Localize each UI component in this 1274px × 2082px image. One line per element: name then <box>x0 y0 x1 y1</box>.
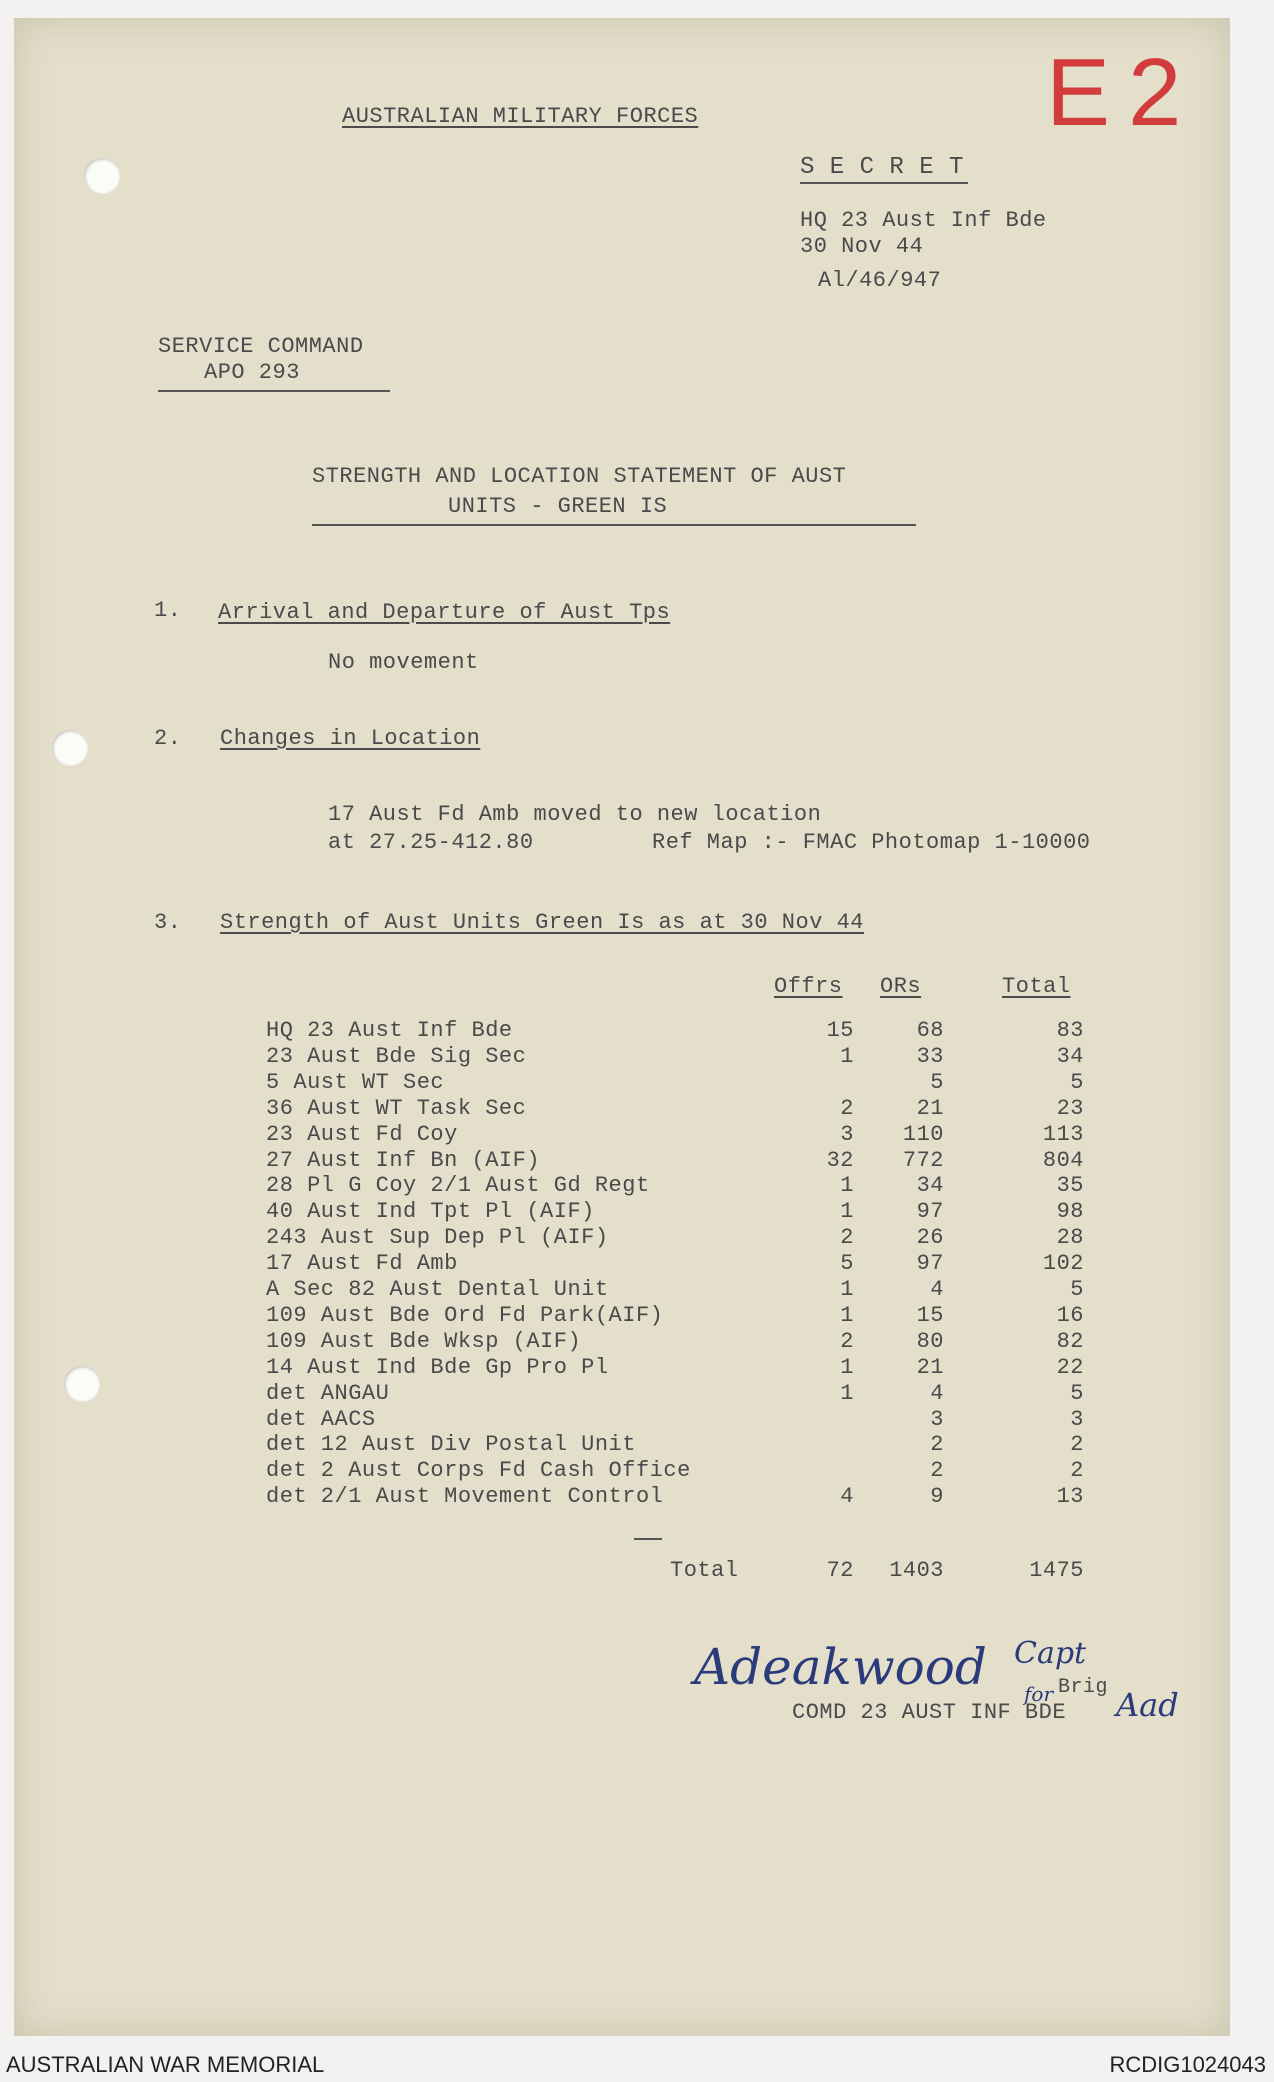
signatory-title: COMD 23 AUST INF BDE <box>792 1700 1067 1725</box>
section-number: 3. <box>154 910 182 935</box>
offrs-value: 1 <box>840 1199 854 1225</box>
offrs-value: 5 <box>840 1251 854 1277</box>
signature-rank: Capt <box>1014 1636 1087 1671</box>
signature: Adeakwood <box>694 1638 987 1696</box>
section-heading: Strength of Aust Units Green Is as at 30 Nov 44 <box>220 910 865 935</box>
title-line2: UNITS - GREEN IS <box>448 494 668 519</box>
ors-value: 33 <box>916 1043 944 1069</box>
offrs-value: 3 <box>840 1121 854 1147</box>
date: 30 Nov 44 <box>800 234 924 259</box>
total-total: 1475 <box>1029 1558 1084 1583</box>
reference-number: Al/46/947 <box>818 268 942 293</box>
table-row <box>14 1173 1230 1199</box>
table-row <box>14 1199 1230 1225</box>
total-value: 82 <box>1056 1328 1084 1354</box>
table-row <box>14 1355 1230 1381</box>
tick-mark <box>634 1538 662 1540</box>
unit-name: det AACS <box>266 1406 376 1432</box>
map-reference: Ref Map :- FMAC Photomap 1-10000 <box>652 830 1091 855</box>
section-number: 2. <box>154 726 182 751</box>
total-value: 13 <box>1056 1484 1084 1510</box>
total-value: 35 <box>1056 1173 1084 1199</box>
unit-name: det 12 Aust Div Postal Unit <box>266 1432 636 1458</box>
table-row <box>14 1070 1230 1096</box>
table-row <box>14 1122 1230 1148</box>
section-heading: Changes in Location <box>220 726 481 751</box>
ors-value: 4 <box>930 1277 944 1302</box>
signature-for: for <box>1024 1682 1054 1706</box>
total-value: 3 <box>1070 1406 1084 1432</box>
table-row <box>14 1407 1230 1433</box>
grid-reference: at 27.25-412.80 <box>328 830 534 855</box>
headquarters: HQ 23 Aust Inf Bde <box>800 208 1047 233</box>
column-header-total: Total <box>1002 974 1071 999</box>
offrs-value: 1 <box>840 1173 854 1199</box>
unit-name: det 2 Aust Corps Fd Cash Office <box>266 1458 691 1484</box>
title-line1: STRENGTH AND LOCATION STATEMENT OF AUST <box>312 464 847 489</box>
ors-value: 110 <box>902 1121 944 1147</box>
section-body: 17 Aust Fd Amb moved to new location <box>328 802 822 827</box>
table-row <box>14 1484 1230 1510</box>
section-body: No movement <box>328 650 479 675</box>
total-value: 98 <box>1056 1199 1084 1225</box>
unit-name: 23 Aust Fd Coy <box>266 1121 458 1147</box>
total-value: 102 <box>1042 1251 1084 1277</box>
offrs-value: 1 <box>840 1380 854 1406</box>
ors-value: 26 <box>916 1225 944 1251</box>
unit-name: HQ 23 Aust Inf Bde <box>266 1018 513 1043</box>
unit-name: 109 Aust Bde Wksp (AIF) <box>266 1328 582 1354</box>
total-value: 22 <box>1056 1354 1084 1380</box>
unit-name: 5 Aust WT Sec <box>266 1069 445 1095</box>
table-row <box>14 1018 1230 1044</box>
classification: S E C R E T <box>800 154 964 181</box>
ors-value: 772 <box>902 1147 944 1173</box>
table-row <box>14 1225 1230 1251</box>
archive-id: RCDIG1024043 <box>1109 2052 1266 2077</box>
total-value: 83 <box>1056 1018 1084 1043</box>
punch-hole <box>84 158 120 194</box>
ors-value: 9 <box>930 1484 944 1510</box>
table-row <box>14 1096 1230 1122</box>
signature-initials: Aad <box>1116 1686 1179 1724</box>
unit-name: A Sec 82 Aust Dental Unit <box>266 1277 609 1302</box>
ors-value: 3 <box>930 1406 944 1432</box>
table-row <box>14 1044 1230 1070</box>
total-value: 804 <box>1042 1147 1084 1173</box>
total-value: 113 <box>1042 1121 1084 1147</box>
offrs-value: 15 <box>826 1018 854 1043</box>
unit-name: 17 Aust Fd Amb <box>266 1251 458 1277</box>
table-row <box>14 1432 1230 1458</box>
unit-name: det ANGAU <box>266 1380 390 1406</box>
ors-value: 5 <box>930 1069 944 1095</box>
total-value: 2 <box>1070 1432 1084 1458</box>
ors-value: 2 <box>930 1432 944 1458</box>
total-value: 16 <box>1056 1302 1084 1328</box>
ors-value: 21 <box>916 1095 944 1121</box>
unit-name: 28 Pl G Coy 2/1 Aust Gd Regt <box>266 1173 650 1199</box>
section-heading: Arrival and Departure of Aust Tps <box>218 600 671 625</box>
addressee-line2: APO 293 <box>204 360 300 385</box>
underline <box>158 390 390 392</box>
total-value: 2 <box>1070 1458 1084 1484</box>
offrs-value: 1 <box>840 1354 854 1380</box>
underline <box>312 524 916 526</box>
punch-hole <box>52 730 88 766</box>
table-row <box>14 1251 1230 1277</box>
total-ors: 1403 <box>889 1558 944 1583</box>
ors-value: 68 <box>916 1018 944 1043</box>
ors-value: 34 <box>916 1173 944 1199</box>
organization-heading: AUSTRALIAN MILITARY FORCES <box>342 104 699 129</box>
total-value: 5 <box>1070 1380 1084 1406</box>
ors-value: 97 <box>916 1199 944 1225</box>
offrs-value: 1 <box>840 1302 854 1328</box>
offrs-value: 2 <box>840 1225 854 1251</box>
underline <box>800 182 968 184</box>
total-label: Total <box>670 1558 739 1583</box>
ors-value: 97 <box>916 1251 944 1277</box>
total-value: 5 <box>1070 1277 1084 1302</box>
file-mark: E2 <box>1046 39 1200 146</box>
total-value: 23 <box>1056 1095 1084 1121</box>
ors-value: 21 <box>916 1354 944 1380</box>
ors-value: 2 <box>930 1458 944 1484</box>
unit-name: 27 Aust Inf Bn (AIF) <box>266 1147 541 1173</box>
signatory-rank: Brig <box>1058 1676 1109 1699</box>
ors-value: 4 <box>930 1380 944 1406</box>
document-page <box>14 18 1230 2036</box>
offrs-value: 4 <box>840 1484 854 1510</box>
ors-value: 80 <box>916 1328 944 1354</box>
unit-name: 36 Aust WT Task Sec <box>266 1095 527 1121</box>
offrs-value: 32 <box>826 1147 854 1173</box>
table-row <box>14 1458 1230 1484</box>
total-offrs: 72 <box>826 1558 854 1583</box>
total-value: 28 <box>1056 1225 1084 1251</box>
section-number: 1. <box>154 598 182 623</box>
unit-name: 23 Aust Bde Sig Sec <box>266 1043 527 1069</box>
offrs-value: 1 <box>840 1277 854 1302</box>
unit-name: det 2/1 Aust Movement Control <box>266 1484 664 1510</box>
archive-name: AUSTRALIAN WAR MEMORIAL <box>6 2052 325 2077</box>
total-value: 5 <box>1070 1069 1084 1095</box>
table-row <box>14 1148 1230 1174</box>
total-value: 34 <box>1056 1043 1084 1069</box>
table-row <box>14 1329 1230 1355</box>
column-header-ors: ORs <box>880 974 922 999</box>
ors-value: 15 <box>916 1302 944 1328</box>
table-row <box>14 1277 1230 1303</box>
table-row <box>14 1381 1230 1407</box>
unit-name: 109 Aust Bde Ord Fd Park(AIF) <box>266 1302 664 1328</box>
table-row <box>14 1303 1230 1329</box>
unit-name: 243 Aust Sup Dep Pl (AIF) <box>266 1225 609 1251</box>
column-header-offrs: Offrs <box>774 974 843 999</box>
offrs-value: 2 <box>840 1328 854 1354</box>
offrs-value: 1 <box>840 1043 854 1069</box>
offrs-value: 2 <box>840 1095 854 1121</box>
unit-name: 14 Aust Ind Bde Gp Pro Pl <box>266 1354 609 1380</box>
unit-name: 40 Aust Ind Tpt Pl (AIF) <box>266 1199 595 1225</box>
addressee-line1: SERVICE COMMAND <box>158 334 364 359</box>
